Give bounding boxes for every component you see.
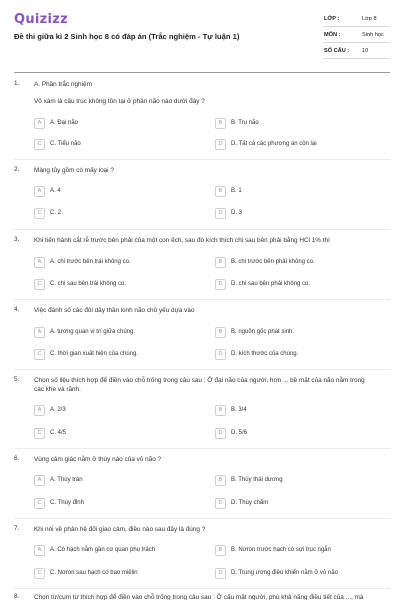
question-divider <box>14 369 390 370</box>
option-a[interactable] <box>34 325 135 339</box>
question-text: Vùng cảm giác nằm ở thùy nào của vỏ não ? <box>34 456 162 463</box>
option-letter-b: B <box>215 327 226 338</box>
question-text: Khi tiến hành cắt rễ trước bên phải của một con ếch, sau đó kích thích chi sau bên phải bằng HCl 1% thì <box>34 237 330 244</box>
option-b[interactable] <box>215 473 283 487</box>
question-number: 3. <box>14 236 20 243</box>
option-c[interactable] <box>34 496 84 510</box>
meta-subject-label: MÔN : <box>324 32 341 38</box>
option-letter-b: B <box>215 405 226 416</box>
option-letter-b: B <box>215 475 226 486</box>
option-letter-c: C <box>34 208 45 219</box>
option-c[interactable] <box>34 137 81 151</box>
option-d[interactable] <box>215 206 242 220</box>
meta-divider <box>324 26 390 27</box>
option-text: B. nguồn gốc phát sinh. <box>231 329 295 335</box>
question-divider <box>14 159 390 160</box>
option-letter-c: C <box>34 349 45 360</box>
option-text: A. 4 <box>50 188 61 194</box>
option-text: A. Đại não <box>50 120 79 126</box>
meta-divider <box>324 58 390 59</box>
option-text: D. Tất cả các phương án còn lại <box>231 141 317 147</box>
question-text-continued: các khe và rãnh. <box>34 386 81 393</box>
option-d[interactable] <box>215 566 338 580</box>
question-divider <box>14 518 390 519</box>
option-text: C. Thùy đỉnh <box>50 500 84 506</box>
worksheet-header <box>0 0 400 70</box>
option-letter-b: B <box>215 118 226 129</box>
meta-subject-value: Sinh học <box>362 32 384 38</box>
option-d[interactable] <box>215 496 268 510</box>
option-text: D. 3 <box>231 210 243 216</box>
option-c[interactable] <box>34 566 138 580</box>
question-text: Khi nói về phân hệ đối giao cảm, điều nào sau đây là đúng ? <box>34 526 206 533</box>
option-a[interactable] <box>34 403 66 417</box>
option-letter-d: D <box>215 139 226 150</box>
option-text: D. Trung ương điều khiển nằm ở vỏ não <box>231 570 338 576</box>
meta-grade-label: LỚP : <box>324 16 340 22</box>
question-number: 1. <box>14 80 20 87</box>
option-a[interactable] <box>34 473 83 487</box>
option-text: A. tương quan vị trí giữa chúng. <box>50 329 136 335</box>
option-letter-d: D <box>215 498 226 509</box>
option-b[interactable] <box>215 325 294 339</box>
option-b[interactable] <box>215 255 315 269</box>
option-letter-b: B <box>215 257 226 268</box>
option-letter-c: C <box>34 498 45 509</box>
option-text: D. 5/6 <box>231 430 248 436</box>
option-letter-a: A <box>34 405 45 416</box>
option-letter-c: C <box>34 568 45 579</box>
option-b[interactable] <box>215 403 247 417</box>
option-text: B. Nơron trước hạch có sợi trục ngắn <box>231 547 331 553</box>
option-a[interactable] <box>34 116 78 130</box>
meta-grade-value: Lớp 8 <box>362 16 377 22</box>
option-letter-d: D <box>215 208 226 219</box>
option-letter-a: A <box>34 475 45 486</box>
option-b[interactable] <box>215 543 331 557</box>
option-b[interactable] <box>215 116 259 130</box>
option-text: B. Trụ não <box>231 120 259 126</box>
question-number: 7. <box>14 525 20 532</box>
option-text: B. 3/4 <box>231 407 247 413</box>
option-letter-a: A <box>34 118 45 129</box>
option-letter-a: A <box>34 257 45 268</box>
option-text: C. 4/5 <box>50 430 67 436</box>
option-letter-d: D <box>215 279 226 290</box>
quizizz-logo: Quizizz <box>14 12 69 27</box>
option-a[interactable] <box>34 543 155 557</box>
option-letter-b: B <box>215 545 226 556</box>
option-c[interactable] <box>34 347 138 361</box>
question-divider <box>14 588 390 589</box>
question-divider <box>14 229 390 230</box>
option-text: D. kích thước của chúng. <box>231 351 299 357</box>
option-text: C. Tiểu não <box>50 141 81 147</box>
option-d[interactable] <box>215 347 298 361</box>
option-letter-d: D <box>215 428 226 439</box>
question-text: Chọn số liệu thích hợp để điền vào chỗ trống trong câu sau : Ở đại não của người, hơn ... bề mặt của não nằm trong <box>34 377 365 384</box>
question-text: Vỏ xám là cấu trúc không tồn tại ở phần não nào dưới đây ? <box>34 98 205 105</box>
question-text: Màng tủy gồm có mấy loại ? <box>34 167 114 174</box>
question-text: Việc đánh số các đôi dây thần kinh não chủ yếu dựa vào <box>34 307 195 314</box>
question-number: 8. <box>14 593 20 600</box>
meta-count-label: SỐ CÂU : <box>324 48 350 54</box>
option-text: D. chi sau bên phải không co. <box>231 281 311 287</box>
question-number: 4. <box>14 306 20 313</box>
option-text: A. Có hạch nằm gần cơ quan phụ trách <box>50 547 155 553</box>
meta-divider <box>324 42 390 43</box>
option-letter-d: D <box>215 568 226 579</box>
option-letter-c: C <box>34 428 45 439</box>
worksheet-title: Đề thi giữa kì 2 Sinh học 8 có đáp án (Trắc nghiệm - Tự luận 1) <box>14 32 240 41</box>
option-letter-a: A <box>34 186 45 197</box>
option-text: B. 1 <box>231 188 242 194</box>
option-c[interactable] <box>34 277 126 291</box>
option-d[interactable] <box>215 277 310 291</box>
option-letter-a: A <box>34 545 45 556</box>
option-text: C. thời gian xuất hiện của chúng. <box>50 351 138 357</box>
question-text: Chọn từ/cụm từ thích hợp để điền vào chỗ trống trong câu sau : Ở cấu mặt người, phù khả năng điều tiết của ..., mà <box>34 594 364 600</box>
option-text: B. Thùy thái dương <box>231 477 283 483</box>
option-c[interactable] <box>34 426 66 440</box>
option-text: C. 2 <box>50 210 62 216</box>
option-a[interactable] <box>34 184 61 198</box>
option-text: A. chi trước bên trái không co. <box>50 259 131 265</box>
option-d[interactable] <box>215 137 317 151</box>
option-c[interactable] <box>34 206 61 220</box>
option-b[interactable] <box>215 184 242 198</box>
option-letter-b: B <box>215 186 226 197</box>
option-letter-c: C <box>34 279 45 290</box>
option-a[interactable] <box>34 255 131 269</box>
option-text: C. chi sau bên trái không co. <box>50 281 127 287</box>
question-number: 5. <box>14 376 20 383</box>
question-divider <box>14 448 390 449</box>
option-letter-d: D <box>215 349 226 360</box>
meta-count-value: 10 <box>362 48 369 54</box>
option-text: C. Nơron sau hạch có bao miêlin <box>50 570 138 576</box>
option-text: D. Thùy chẩm <box>231 500 269 506</box>
question-section-label: A. Phần trắc nghiệm <box>34 81 92 88</box>
question-number: 2. <box>14 166 20 173</box>
question-number: 6. <box>14 455 20 462</box>
option-letter-c: C <box>34 139 45 150</box>
option-text: B. chi trước bên phải không co. <box>231 259 315 265</box>
option-letter-a: A <box>34 327 45 338</box>
option-text: A. Thùy trán <box>50 477 83 483</box>
option-text: A. 2/3 <box>50 407 66 413</box>
header-divider <box>14 72 390 73</box>
option-d[interactable] <box>215 426 247 440</box>
question-divider <box>14 299 390 300</box>
